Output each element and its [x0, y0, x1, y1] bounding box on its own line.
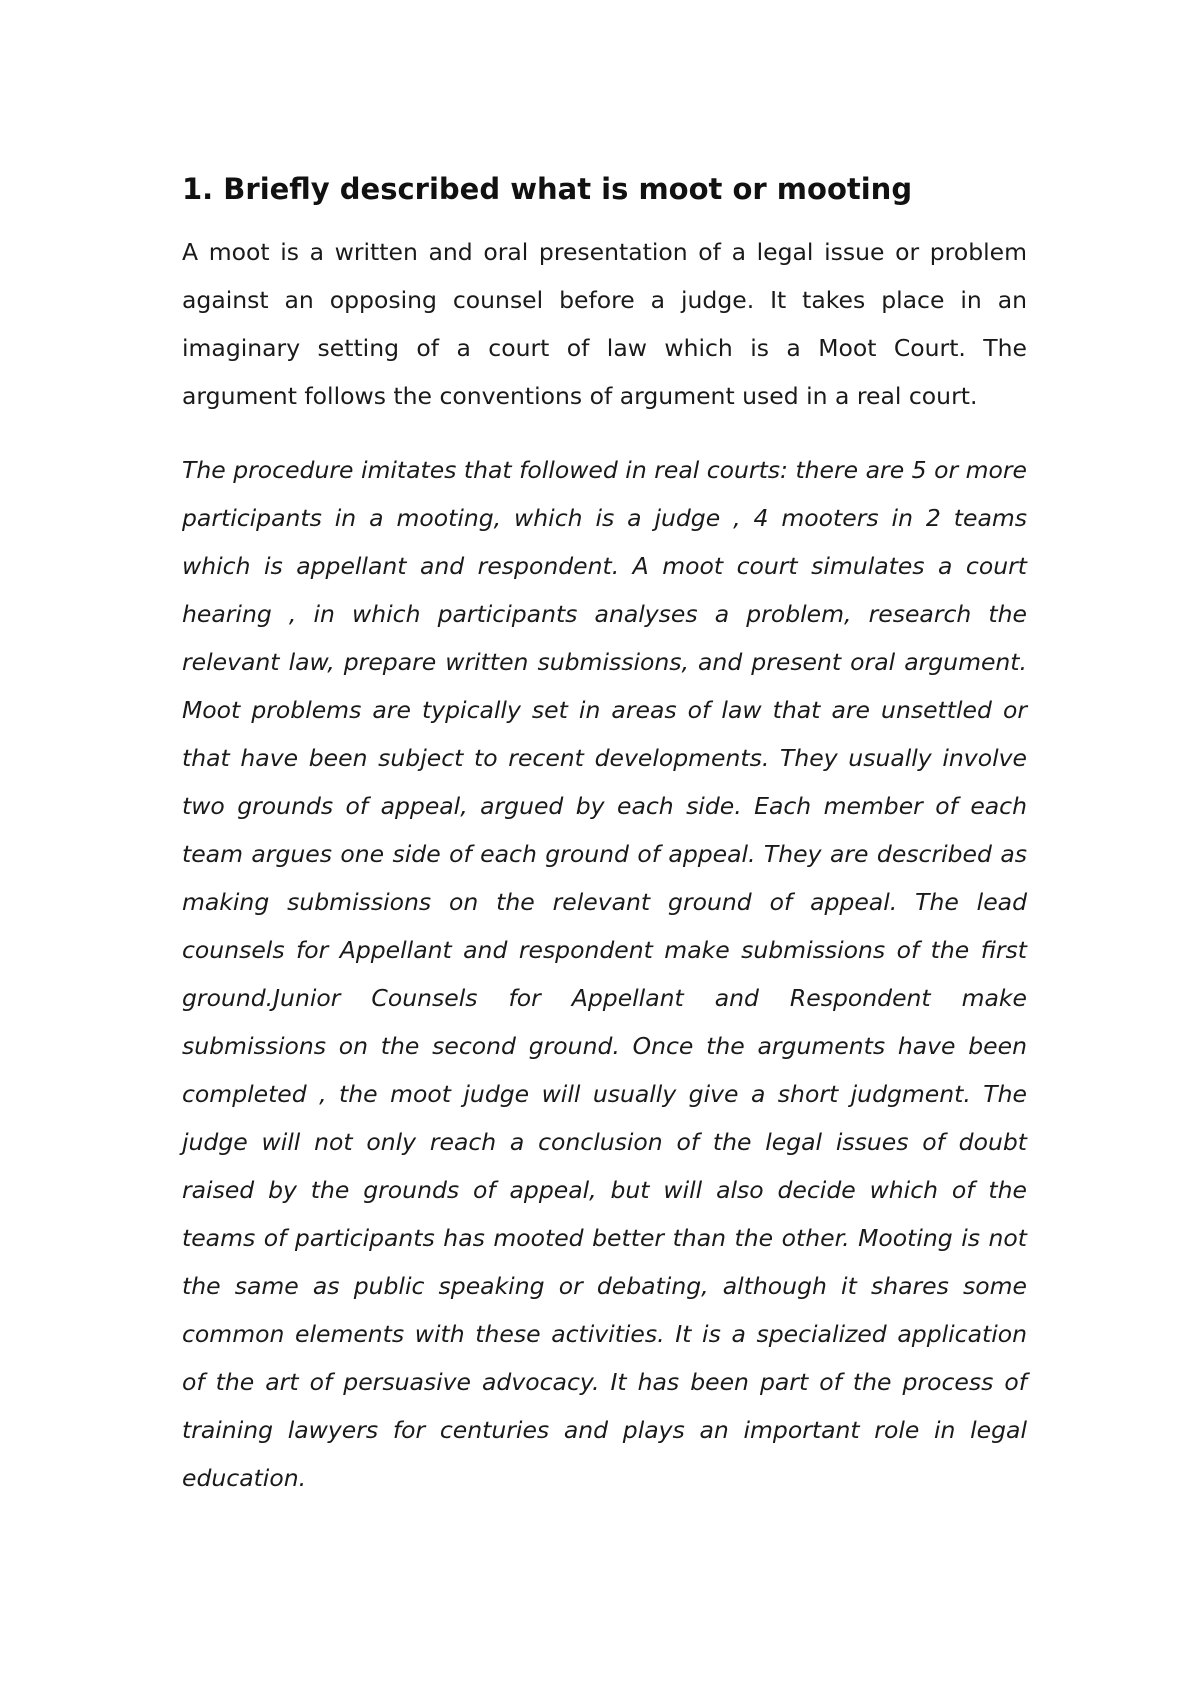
procedure-paragraph: The procedure imitates that followed in real courts: there are 5 or more participants in a mooting, which is a judge , 4 mooters in 2 teams which is appellant and respondent. A moot court simulates a court hearing , in which participants analyses a problem, research the relevant law, prepare written submissions, and present oral argument. Moot problems are typically set in areas of law that are unsettled or that have been subject to recent developments. They usually involve two grounds of appeal, argued by each side. Each member of each team argues one side of each ground of appeal. They are described as making submissions on the relevant ground of appeal. The lead counsels for Appellant and respondent make submissions of the first ground.Junior Counsels for Appellant and Respondent make submissions on the second ground. Once the arguments have been completed , the moot judge will usually give a short judgment. The judge will not only reach a conclusion of the legal issues of doubt raised by the grounds of appeal, but will also decide which of the teams of participants has mooted better than the other. Mooting is not the same as public speaking or debating, although it shares some common elements with these activities. It is a specialized application of the art of persuasive advocacy. It has been part of the process of training lawyers for centuries and plays an important role in legal education.: [182, 456, 1027, 1492]
question-heading: 1. Briefly described what is moot or mooting: [182, 172, 913, 206]
definition-paragraph: A moot is a written and oral presentation of a legal issue or problem against an opposing counsel before a judge. It takes place in an imaginary setting of a court of law which is a Moot Court. The argument follows the conventions of argument used in a real court.: [182, 238, 1027, 410]
document-page: [182, 160, 1027, 1502]
